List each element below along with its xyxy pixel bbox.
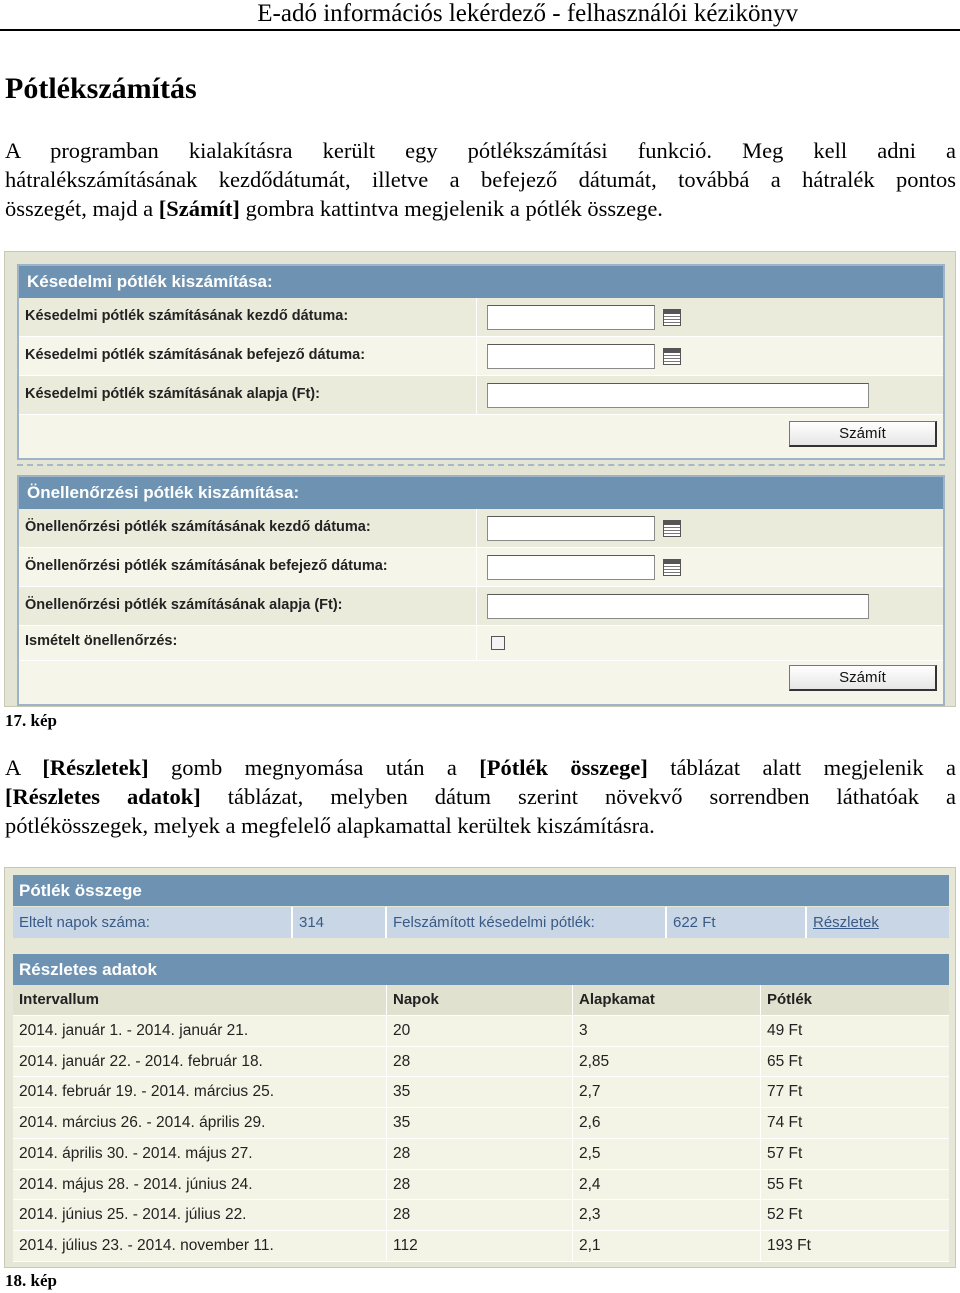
surcharge-cell: 57 Ft: [767, 1144, 803, 1162]
details-line-1-text-end: táblázat alatt megjelenik a: [647, 755, 956, 780]
repeat-label: Ismételt önellenőrzés:: [25, 626, 477, 660]
late-base-row: [19, 376, 943, 415]
calendar-icon[interactable]: [663, 348, 681, 365]
late-surcharge-panel: [17, 264, 945, 460]
intro-line-3: [5, 194, 956, 223]
intro-paragraph: [5, 136, 956, 223]
screenshot-surcharge-result: [4, 867, 956, 1268]
surcharge-cell: 74 Ft: [767, 1114, 803, 1131]
table-row: [13, 1231, 949, 1262]
details-line-1: [5, 753, 956, 782]
page-header: [0, 0, 960, 31]
days-cell: 28: [387, 1170, 573, 1200]
self-start-date-input[interactable]: [487, 516, 655, 541]
base-rate-cell: 2,7: [573, 1077, 761, 1107]
column-header-surcharge: Pótlék: [767, 991, 813, 1008]
column-header-days: Napok: [387, 985, 573, 1015]
repeat-checkbox[interactable]: [491, 636, 505, 650]
table-row: [13, 1108, 949, 1139]
column-header-base-rate: Alapkamat: [573, 985, 761, 1015]
surcharge-cell: 49 Ft: [767, 1021, 803, 1039]
repeat-row: [19, 626, 943, 661]
late-start-row: [19, 298, 943, 337]
days-cell: 28: [387, 1047, 573, 1077]
late-button-row: [19, 415, 943, 458]
interval-cell: 2014. március 26. - 2014. április 29.: [13, 1108, 387, 1138]
table-row: [13, 1139, 949, 1170]
self-base-amount-input[interactable]: [487, 594, 869, 619]
self-button-row: [19, 661, 943, 704]
surcharge-cell: 65 Ft: [767, 1052, 803, 1070]
interval-cell: 2014. január 1. - 2014. január 21.: [13, 1016, 387, 1046]
days-cell: 35: [387, 1108, 573, 1138]
calendar-icon[interactable]: [663, 559, 681, 576]
details-paragraph: [5, 753, 956, 840]
details-table: [13, 985, 949, 1262]
self-base-label: Önellenőrzési pótlék számításának alapja (Ft):: [25, 587, 477, 625]
base-rate-cell: 2,1: [573, 1231, 761, 1261]
days-cell: 35: [387, 1077, 573, 1107]
interval-cell: 2014. május 28. - 2014. június 24.: [13, 1170, 387, 1200]
days-cell: 28: [387, 1139, 573, 1169]
table-row: [13, 1200, 949, 1231]
table-row: [13, 1016, 949, 1047]
intro-line-2: hátralékszámításának kezdődátumát, illetve a befejező dátumát, továbbá a hátralék pontos: [5, 167, 956, 192]
elapsed-days-value: 314: [293, 907, 387, 938]
details-title: Részletes adatok: [13, 954, 949, 985]
base-rate-cell: 2,5: [573, 1139, 761, 1169]
interval-cell: 2014. július 23. - 2014. november 11.: [13, 1231, 387, 1261]
days-cell: 28: [387, 1200, 573, 1230]
reszletes-adatok-reference: [Részletes adatok]: [5, 784, 201, 809]
details-line-2-text: táblázat, melyben dátum szerint növekvő sorrendben láthatóak a: [200, 784, 956, 809]
late-base-label: Késedelmi pótlék számításának alapja (Ft):: [25, 376, 477, 414]
reszletek-reference: [Részletek]: [42, 755, 149, 780]
self-end-row: [19, 548, 943, 587]
intro-line-3-text: összegét, majd a: [5, 196, 159, 221]
panel-divider: [17, 464, 945, 466]
days-cell: 20: [387, 1016, 573, 1046]
late-end-label: Késedelmi pótlék számításának befejező dátuma:: [25, 337, 477, 375]
calendar-icon[interactable]: [663, 520, 681, 537]
base-rate-cell: 2,3: [573, 1200, 761, 1230]
surcharge-cell: 52 Ft: [767, 1206, 803, 1224]
details-line-1-text: A: [5, 755, 43, 780]
summary-row: [13, 907, 949, 938]
self-start-label: Önellenőrzési pótlék számításának kezdő dátuma:: [25, 509, 477, 547]
potlek-osszege-reference: [Pótlék összege]: [479, 755, 648, 780]
surcharge-cell: 77 Ft: [767, 1083, 803, 1101]
late-szamit-button[interactable]: Számít: [789, 421, 937, 447]
late-surcharge-title: Késedelmi pótlék kiszámítása:: [19, 266, 943, 298]
base-rate-cell: 3: [573, 1016, 761, 1046]
figure-caption-18: 18. kép: [5, 1271, 57, 1290]
late-end-date-input[interactable]: [487, 344, 655, 369]
column-header-interval: Intervallum: [13, 985, 387, 1015]
details-line-2: [5, 782, 956, 811]
self-check-panel: [17, 475, 945, 706]
screenshot-calculation-forms: [4, 251, 956, 707]
self-check-title: Önellenőrzési pótlék kiszámítása:: [19, 477, 943, 509]
charged-surcharge-label: Felszámított késedelmi pótlék:: [387, 907, 667, 938]
document-title: E-adó információs lekérdező - felhasználói kézikönyv: [257, 0, 798, 27]
figure-caption-17: 17. kép: [5, 711, 57, 730]
interval-cell: 2014. január 22. - 2014. február 18.: [13, 1047, 387, 1077]
intro-line-1: A programban kialakításra került egy pótlékszámítási funkció. Meg kell adni a: [5, 138, 956, 163]
late-start-label: Késedelmi pótlék számításának kezdő dátuma:: [25, 298, 477, 336]
days-cell: 112: [387, 1231, 573, 1261]
table-row: [13, 1170, 949, 1201]
table-row: [13, 1047, 949, 1078]
table-row: [13, 1077, 949, 1108]
details-line-1-text-mid: gomb megnyomása után a: [148, 755, 480, 780]
summary-title: Pótlék összege: [13, 875, 949, 906]
interval-cell: 2014. április 30. - 2014. május 27.: [13, 1139, 387, 1169]
details-line-3: pótlékösszegek, melyek a megfelelő alapkamattal kerültek kiszámításra.: [5, 813, 655, 838]
self-szamit-button[interactable]: Számít: [789, 665, 937, 691]
surcharge-cell: 55 Ft: [767, 1175, 803, 1193]
self-start-row: [19, 509, 943, 548]
table-header-row: [13, 985, 949, 1016]
late-start-date-input[interactable]: [487, 305, 655, 330]
section-title: Pótlékszámítás: [5, 72, 197, 105]
base-rate-cell: 2,6: [573, 1108, 761, 1138]
details-link[interactable]: Részletek: [813, 914, 879, 931]
interval-cell: 2014. június 25. - 2014. július 22.: [13, 1200, 387, 1230]
charged-surcharge-value: 622 Ft: [667, 907, 807, 938]
interval-cell: 2014. február 19. - 2014. március 25.: [13, 1077, 387, 1107]
surcharge-cell: 193 Ft: [767, 1237, 811, 1254]
calendar-icon[interactable]: [663, 309, 681, 326]
self-end-date-input[interactable]: [487, 555, 655, 580]
intro-line-3-text-end: gombra kattintva megjelenik a pótlék összege.: [239, 196, 663, 221]
base-rate-cell: 2,4: [573, 1170, 761, 1200]
late-end-row: [19, 337, 943, 376]
szamit-reference: [Számít]: [158, 196, 240, 221]
elapsed-days-label: Eltelt napok száma:: [13, 907, 293, 938]
self-end-label: Önellenőrzési pótlék számításának befejező dátuma:: [25, 548, 477, 586]
self-base-row: [19, 587, 943, 626]
late-base-amount-input[interactable]: [487, 383, 869, 408]
base-rate-cell: 2,85: [573, 1047, 761, 1077]
